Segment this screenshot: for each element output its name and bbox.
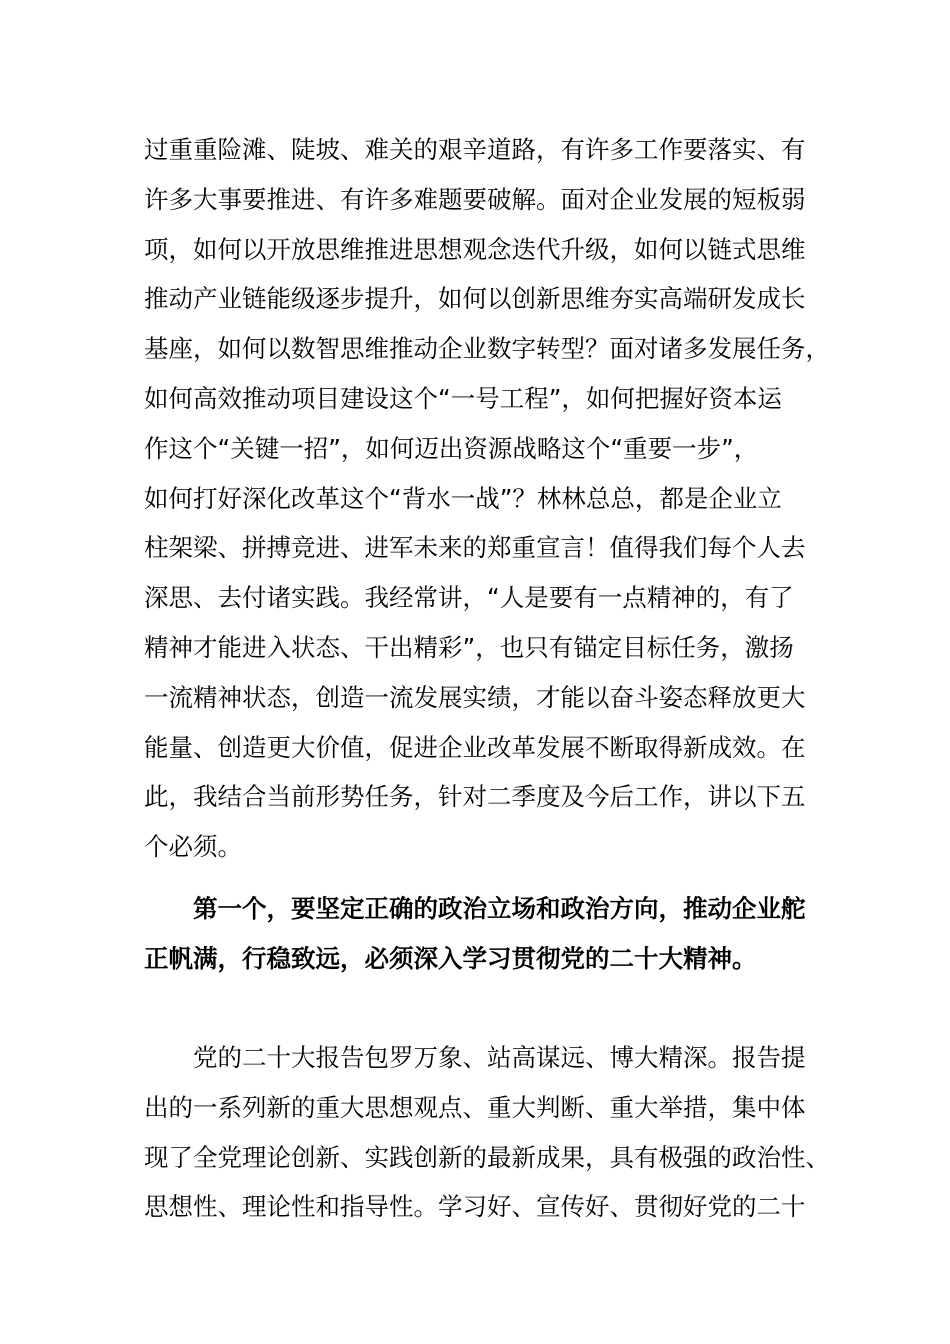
text-line: 项，如何以开放思维推进思想观念迭代升级，如何以链式思维: [144, 234, 806, 264]
text-line: 一流精神状态，创造一流发展实绩，才能以奋斗姿态释放更大: [144, 682, 806, 712]
text-line: 如何打好深化改革这个“背水一战”？林林总总，都是企业立: [144, 483, 782, 513]
text-line: 思想性、理论性和指导性。学习好、宣传好、贯彻好党的二十: [144, 1192, 806, 1222]
paragraph-body: [144, 1033, 830, 1232]
text-line: 基座，如何以数智思维推动企业数字转型？面对诸多发展任务，: [144, 334, 830, 364]
text-line: 柱架梁、拼搏竞进、进军未来的郑重宣言！值得我们每个人去: [144, 533, 806, 563]
section-heading: [144, 884, 804, 984]
paragraph-intro: [144, 125, 830, 872]
text-line: 如何高效推动项目建设这个“一号工程”，如何把握好资本运: [144, 383, 782, 413]
text-line: 推动产业链能级逐步提升，如何以创新思维夯实高端研发成长: [144, 284, 806, 314]
text-line: 过重重险滩、陡坡、难关的艰辛道路，有许多工作要落实、有: [144, 135, 806, 164]
text-line: 作这个“关键一招”，如何迈出资源战略这个“重要一步”，: [144, 433, 759, 463]
text-line: 党的二十大报告包罗万象、站高谋远、博大精深。报告提: [193, 1043, 806, 1072]
text-line: 现了全党理论创新、实践创新的最新成果，具有极强的政治性、: [144, 1142, 830, 1172]
text-line: 能量、创造更大价值，促进企业改革发展不断取得新成效。在: [144, 732, 806, 762]
text-line: 个必须。: [144, 832, 242, 862]
text-line: 精神才能进入状态、干出精彩”，也只有锚定目标任务，激扬: [144, 632, 794, 662]
heading-line: 正帆满，行稳致远，必须深入学习贯彻党的二十大精神。: [144, 943, 757, 973]
text-line: 此，我结合当前形势任务，针对二季度及今后工作，讲以下五: [144, 782, 806, 812]
text-line: 深思、去付诸实践。我经常讲，“人是要有一点精神的，有了: [144, 583, 794, 613]
text-line: 出的一系列新的重大思想观点、重大判断、重大举措，集中体: [144, 1092, 806, 1122]
heading-line: 第一个，要坚定正确的政治立场和政治方向，推动企业舵: [193, 894, 806, 923]
text-line: 许多大事要推进、有许多难题要破解。面对企业发展的短板弱: [144, 184, 806, 214]
